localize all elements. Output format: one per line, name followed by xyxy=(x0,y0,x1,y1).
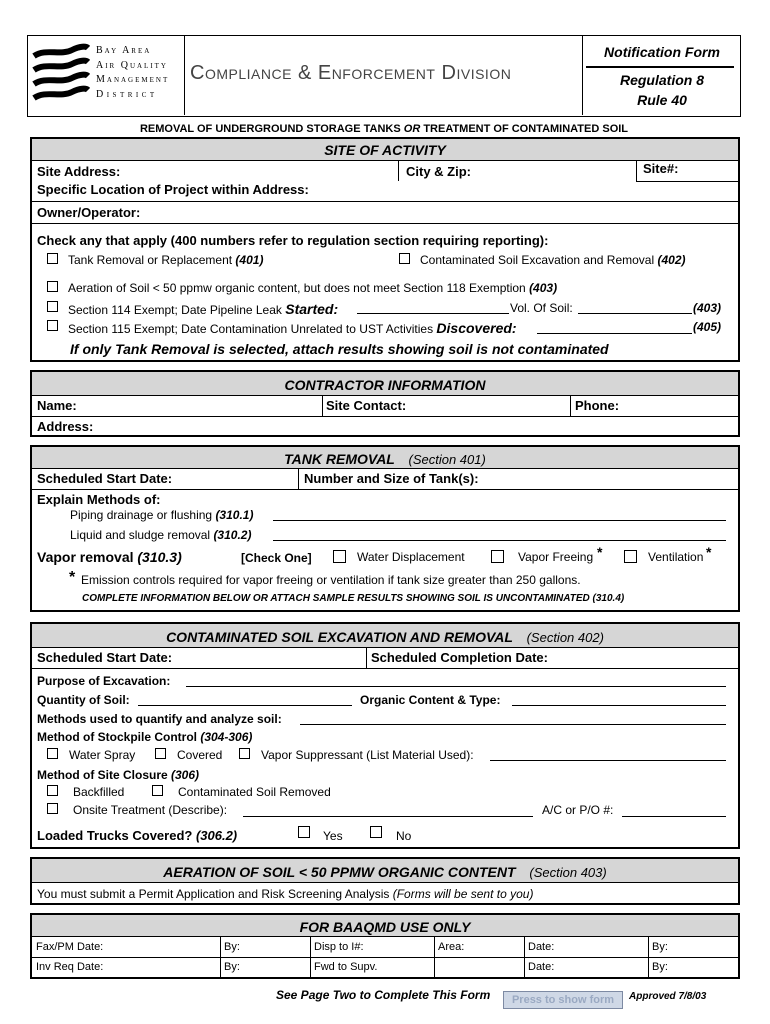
notification-title: Notification Form xyxy=(604,44,720,60)
division-title: Compliance & Enforcement Division xyxy=(190,62,512,84)
tank-removal-text: Tank Removal or Replacement xyxy=(68,253,236,267)
liquid-label xyxy=(70,528,251,542)
vapor-freeing-asterisk: * xyxy=(597,544,603,560)
baaqmd-cell: By: xyxy=(652,941,668,953)
tank-removal-checkbox[interactable] xyxy=(47,253,58,264)
covered-checkbox[interactable] xyxy=(155,748,166,759)
section-115-discovered: Discovered: xyxy=(436,320,517,336)
emission-note: Emission controls required for vapor freeing or ventilation if tank size greater than 250 gallons. xyxy=(81,573,581,587)
baaqmd-cell: By: xyxy=(652,961,668,973)
complete-info-note: COMPLETE INFORMATION BELOW OR ATTACH SAMPLE RESULTS SHOWING SOIL IS UNCONTAMINATED (310.4) xyxy=(82,593,625,604)
vapor-removal-code: (310.3) xyxy=(137,549,182,565)
trucks-covered-label xyxy=(37,828,237,843)
baaqmd-cell: Inv Req Date: xyxy=(36,961,104,973)
logo-line-3: Management xyxy=(96,74,170,85)
rule-label: Rule 40 xyxy=(637,92,687,108)
section-114-checkbox[interactable] xyxy=(47,301,58,312)
onsite-treatment-label: Onsite Treatment (Describe): xyxy=(73,803,228,817)
baaqmd-cell: By: xyxy=(224,941,240,953)
soil-excavation-checkbox[interactable] xyxy=(399,253,410,264)
aeration-header-title: AERATION OF SOIL < 50 PPMW ORGANIC CONTENT xyxy=(163,864,516,880)
check-one-label: [Check One] xyxy=(241,551,312,565)
contamination-date-field[interactable] xyxy=(537,333,692,334)
site-closure-code: (306) xyxy=(171,768,200,782)
phone-label: Phone: xyxy=(575,398,620,413)
vol-of-soil-label: Vol. Of Soil: xyxy=(510,301,573,315)
ventilation-asterisk: * xyxy=(706,544,712,560)
piping-field[interactable] xyxy=(273,520,726,521)
contractor-address-label: Address: xyxy=(37,419,94,434)
aeration-text-main: You must submit a Permit Application and Risk Screening Analysis xyxy=(37,887,393,901)
soil-header-section: (Section 402) xyxy=(526,630,604,645)
covered-label: Covered xyxy=(177,748,223,762)
piping-text: Piping drainage or flushing xyxy=(70,508,216,522)
methods-quantify-field[interactable] xyxy=(300,724,726,725)
owner-operator-label: Owner/Operator: xyxy=(37,205,141,220)
show-form-button[interactable]: Press to show form xyxy=(503,991,623,1009)
baaqmd-section xyxy=(30,913,740,979)
soil-start-date-label: Scheduled Start Date: xyxy=(37,650,173,665)
ac-po-field[interactable] xyxy=(622,816,726,817)
liquid-text: Liquid and sludge removal xyxy=(70,528,214,542)
soil-completion-date-label: Scheduled Completion Date: xyxy=(371,650,548,665)
organic-content-label: Organic Content & Type: xyxy=(360,693,501,707)
baaqmd-cell: Area: xyxy=(438,941,465,953)
aeration-label xyxy=(68,281,557,295)
trucks-no-checkbox[interactable] xyxy=(370,826,382,838)
ventilation-checkbox[interactable] xyxy=(624,550,637,563)
stockpile-label xyxy=(37,730,252,744)
logo-text xyxy=(96,44,182,102)
trucks-yes-label: Yes xyxy=(323,829,343,843)
site-closure-text: Method of Site Closure xyxy=(37,768,172,782)
baaqmd-cell: Fax/PM Date: xyxy=(36,941,104,953)
onsite-treatment-checkbox[interactable] xyxy=(47,803,58,814)
vapor-removal-text: Vapor removal xyxy=(37,549,138,565)
vapor-suppressant-checkbox[interactable] xyxy=(239,748,250,759)
quantity-label: Quantity of Soil: xyxy=(37,693,130,707)
baaqmd-cell: Date: xyxy=(528,941,555,953)
piping-code: (310.1) xyxy=(215,508,254,522)
methods-quantify-label: Methods used to quantify and analyze soil: xyxy=(37,712,282,726)
section-115-checkbox[interactable] xyxy=(47,320,58,331)
explain-methods-label: Explain Methods of: xyxy=(37,492,161,507)
water-displacement-label: Water Displacement xyxy=(357,550,465,564)
tank-removal-label xyxy=(68,253,263,267)
main-title-part: TREATMENT OF CONTAMINATED SOIL xyxy=(420,123,629,135)
backfilled-label: Backfilled xyxy=(73,785,125,799)
vapor-suppressant-field[interactable] xyxy=(490,760,726,761)
vapor-suppressant-label: Vapor Suppressant (List Material Used): xyxy=(261,748,474,762)
stockpile-text: Method of Stockpile Control xyxy=(37,730,201,744)
city-zip-label: City & Zip: xyxy=(406,164,471,179)
specific-location-label: Specific Location of Project within Address: xyxy=(37,182,309,197)
vol-of-soil-field[interactable] xyxy=(578,313,692,314)
main-title-part: REMOVAL OF UNDERGROUND STORAGE TANKS xyxy=(139,123,404,135)
tank-header-title: TANK REMOVAL xyxy=(284,451,395,467)
soil-header xyxy=(32,624,738,648)
vapor-removal-label xyxy=(37,549,182,565)
organic-content-field[interactable] xyxy=(512,705,726,706)
site-header: SITE OF ACTIVITY xyxy=(32,139,738,161)
soil-header-title: CONTAMINATED SOIL EXCAVATION AND REMOVAL xyxy=(166,629,513,645)
see-page-two-text: See Page Two to Complete This Form xyxy=(276,988,491,1002)
trucks-no-label: No xyxy=(396,829,412,843)
section-114-label xyxy=(68,301,338,317)
aeration-text: Aeration of Soil < 50 ppmw organic content, but does not meet Section 118 Exemption xyxy=(68,281,530,295)
vapor-freeing-label: Vapor Freeing xyxy=(518,550,594,564)
logo-line-2: Air Quality xyxy=(96,59,168,71)
baaqmd-cell: Fwd to Supv. xyxy=(314,961,378,973)
water-spray-checkbox[interactable] xyxy=(47,748,58,759)
aeration-header xyxy=(32,859,738,883)
baaqmd-header: FOR BAAQMD USE ONLY xyxy=(32,915,738,937)
logo-line-4: District xyxy=(96,88,158,100)
liquid-code: (310.2) xyxy=(213,528,252,542)
main-title xyxy=(27,123,741,135)
contractor-name-label: Name: xyxy=(37,398,77,413)
section-115-label xyxy=(68,320,517,336)
baaqmd-cell: By: xyxy=(224,961,240,973)
regulation-label: Regulation 8 xyxy=(619,72,704,88)
purpose-field[interactable] xyxy=(186,686,726,687)
emission-asterisk: * xyxy=(69,569,76,586)
tank-header xyxy=(32,447,738,469)
aeration-text-italic: (Forms will be sent to you) xyxy=(392,887,534,901)
piping-label xyxy=(70,508,253,522)
aeration-header-section: (Section 403) xyxy=(529,865,607,880)
quantity-field[interactable] xyxy=(138,705,352,706)
site-number-label: Site#: xyxy=(643,161,679,176)
pipeline-leak-date-field[interactable] xyxy=(357,313,509,314)
soil-excavation-code: (402) xyxy=(657,253,686,267)
water-displacement-checkbox[interactable] xyxy=(333,550,346,563)
site-contact-label: Site Contact: xyxy=(326,398,407,413)
section-115-code: (405) xyxy=(693,320,722,334)
trucks-covered-code: (306.2) xyxy=(195,828,238,843)
aeration-text xyxy=(37,887,533,901)
contractor-header: CONTRACTOR INFORMATION xyxy=(32,372,738,396)
vapor-freeing-checkbox[interactable] xyxy=(491,550,504,563)
tank-number-size-label: Number and Size of Tank(s): xyxy=(304,471,479,486)
onsite-treatment-field[interactable] xyxy=(243,816,533,817)
tank-header-section: (Section 401) xyxy=(408,452,486,467)
ac-po-label: A/C or P/O #: xyxy=(542,803,614,817)
section-114-code: (403) xyxy=(693,301,722,315)
baaqmd-cell: Date: xyxy=(528,961,555,973)
tank-removal-code: (401) xyxy=(235,253,264,267)
water-spray-label: Water Spray xyxy=(69,748,136,762)
baaqmd-cell: Disp to I#: xyxy=(314,941,364,953)
aeration-checkbox[interactable] xyxy=(47,281,58,292)
tank-only-note: If only Tank Removal is selected, attach results showing soil is not contaminated xyxy=(70,341,609,357)
aeration-code: (403) xyxy=(529,281,558,295)
main-title-or: OR xyxy=(403,123,421,135)
soil-excavation-label xyxy=(420,253,685,267)
approved-date: Approved 7/8/03 xyxy=(629,991,707,1002)
section-114-started: Started: xyxy=(285,301,339,317)
site-address-label: Site Address: xyxy=(37,164,121,179)
check-any-label: Check any that apply (400 numbers refer to regulation section requiring reporting): xyxy=(37,233,549,248)
soil-excavation-text: Contaminated Soil Excavation and Removal xyxy=(420,253,658,267)
soil-removed-checkbox[interactable] xyxy=(152,785,163,796)
stockpile-code: (304-306) xyxy=(200,730,253,744)
trucks-covered-text: Loaded Trucks Covered? xyxy=(37,828,196,843)
purpose-label: Purpose of Excavation: xyxy=(37,674,171,688)
backfilled-checkbox[interactable] xyxy=(47,785,58,796)
trucks-yes-checkbox[interactable] xyxy=(298,826,310,838)
soil-removed-label: Contaminated Soil Removed xyxy=(178,785,331,799)
section-115-text: Section 115 Exempt; Date Contamination Unrelated to UST Activities xyxy=(68,322,437,336)
section-114-text: Section 114 Exempt; Date Pipeline Leak xyxy=(68,303,286,317)
district-logo-icon xyxy=(32,42,90,106)
site-closure-label xyxy=(37,768,199,782)
logo-line-1: Bay Area xyxy=(96,45,152,56)
liquid-field[interactable] xyxy=(273,540,726,541)
ventilation-label: Ventilation xyxy=(648,550,704,564)
tank-start-date-label: Scheduled Start Date: xyxy=(37,471,173,486)
